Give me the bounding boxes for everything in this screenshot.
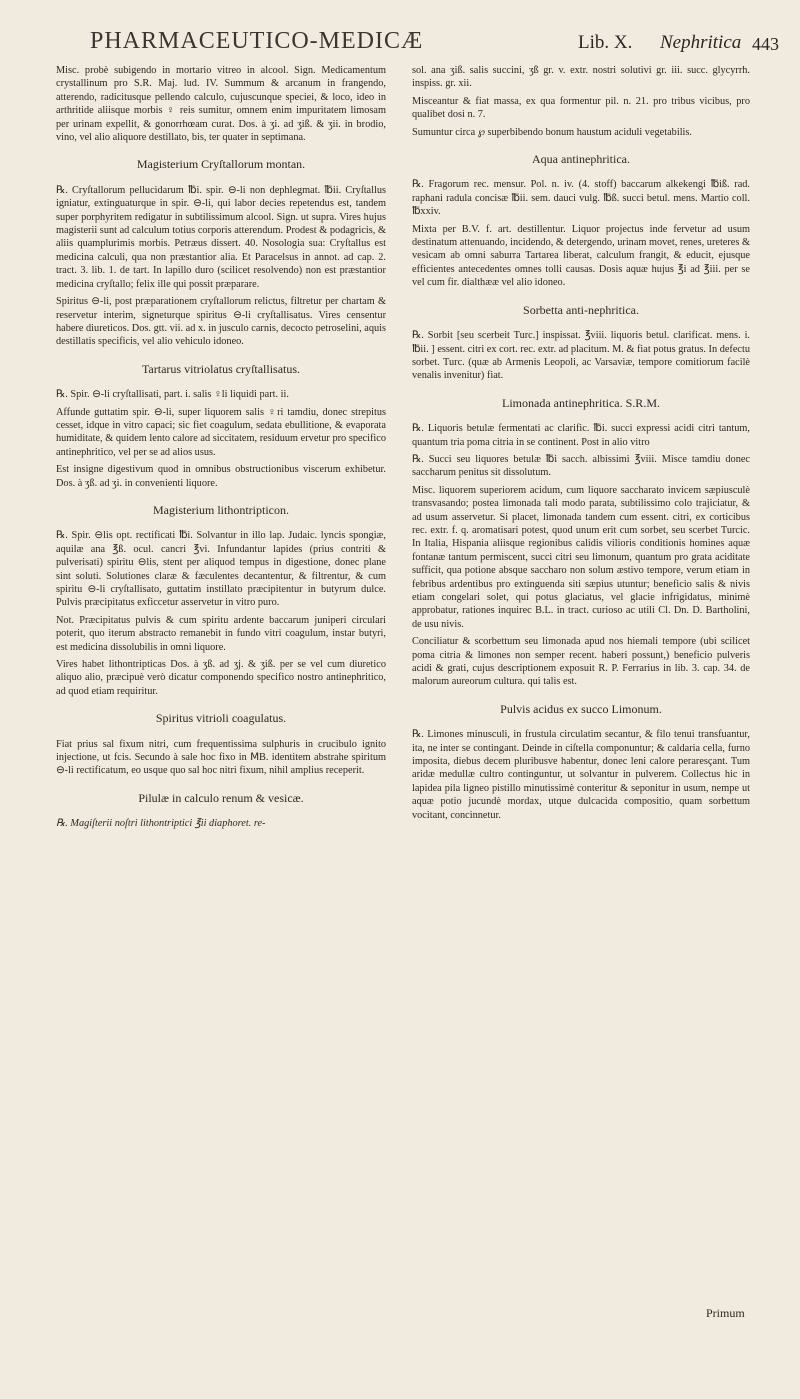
paragraph: ℞. Spir. ⊖-li cryſtallisati, part. i. salis ♀li liquidi part. ii. — [56, 389, 289, 401]
paragraph: ℞. Sorbit [seu scerbeit Turc.] inspissat. ℥viii. liquoris betul. clarificat. mens. i. ℔ii. ] essent. citri ex cort. rec. extr. ad placitum. M. & fiat potus gratus. In defectu sorbet. Turc. (quæ ab Armenis Leopoli, ac Varsaviæ, tempore comitiorum facilè venalis invenitur) fiat. — [412, 330, 750, 382]
paragraph: ℞. Spir. ⊖lis opt. rectificati ℔i. Solvantur in illo lap. Judaic. lyncis spongiæ, aquilæ ana ℥ß. ocul. cancri ℥vi. Infundantur lapides (prius contriti & pulverisati) spiritu ⊖lis, stent per aliquod tempus in digestione, donec plane sint soluti. Solutiones claræ & fæculentes decantentur, & filtrentur, & cum spiritu ⊖-li cryſtallisato, guttatim instillato præcipitentur in butyrum dulce. Pulvis præcipitatus exficcetur asservetur in vitro puro. — [56, 530, 386, 609]
paragraph: Misc. liquorem superiorem acidum, cum liquore saccharato invicem sæpiusculè transvasando; postea limonada tali modo parata, subtilissimo colo trajiciatur, & ad usum asservetur. Si placet, limonada tandem cum essent. citri, ex corticibus rec. extr. f. q. aromatisari potest, quod unum erit cum sorbet, seu scerbet Turcic. In Italia, Hispania aliisque regionibus calidis vilioris conditionis homines aquæ fontanæ tantum permiscent, succi citri seu limonum, quantum pro grata aciditate sufficit, qua potione absque saccharo non solum æstivo tempore, verum etiam in febribus ardentibus pro extinguenda siti sæpius utuntur; beneficio salis & nivis etiam congelari solet, qui potus glaciatus, vel glacie infrigidatus, minimè approbatur, rationes inquirec B.L. in tract. curioso ac utili Cl. Dn. D. Bartholini, de usu nivis. — [412, 484, 750, 630]
header-title: PHARMACEUTICO-MEDICÆ — [90, 28, 424, 54]
paragraph: ℞. Fragorum rec. mensur. Pol. n. iv. (4. stoff) baccarum alkekengi ℔iß. rad. raphani radula concisæ ℔ii. sem. dauci vulg. ℔ß. succi betul. mens. Martio coll. ℔xxiv. — [412, 179, 750, 218]
paragraph: Misceantur & fiat massa, ex qua formentur pil. n. 21. pro tribus vicibus, pro qualibet dosi n. 7. — [412, 95, 750, 121]
section-heading: Tartarus vitriolatus cryſtallisatus. — [141, 361, 301, 376]
paragraph: Vires habet lithontripticas Dos. à ʒß. ad ʒj. & ʒiß. per se vel cum diuretico aliquo alio, præcipuè verò dicatur componendo specifico nostro antinephritico, ad quod etiam requiritur. — [56, 659, 386, 697]
header-book: Lib. X. — [578, 32, 633, 53]
running-header — [0, 28, 800, 58]
paragraph: Sumuntur circa ℘ superbibendo bonum haustum aciduli vegetabilis. — [412, 126, 692, 138]
section-heading: Limonada antinephritica. S.R.M. — [502, 395, 660, 410]
paragraph: sol. ana ʒiß. salis succini, ʒß gr. v. extr. nostri solutivi gr. iii. succ. glycyrrh. inspiss. gr. xii. — [412, 65, 750, 90]
page-number: 443 — [752, 34, 779, 54]
section-heading: Aqua antinephritica. — [532, 152, 630, 167]
paragraph: Misc. probè subigendo in mortario vitreo in alcool. Sign. Medicamentum crystallinum pro S.R. Maj. lud. IV. Summum & arcanum in frangendo, atterendo, radicitusque pellendo calculo, cujuscunque speciei, & loco, ideo in arthritide aliisque morbis ♀ reis sumitur, omnem enim impuritatem limosam per urinam expellit, & gonorrhœam curat. Dos. à ʒi. ad ʒiß. & ʒii. in brodio, vino, vel alio aliquore destillato, bis, ter quater in septimana. — [56, 65, 386, 144]
paragraph: ℞. Limones minusculi, in frustula circulatim secantur, & filo tenui transfuantur, ita, ne inter se contingant. Deinde in ciſtella componuntur; & caldaria cella, furno imposita, diebus decem pluribusve habentur, donec leni calore peraresçant. Tum aridæ medullæ cultro continguntur, ut solvantur in pulverem. Collectus hic in lapidea pila ligneo pistillo minutissimè conteritur & seponitur in usum, nempe ut aquæ potio jucundè mordax, utque dulcacida compositio, quam sorbettum vocitant, concinnetur. — [412, 729, 750, 821]
paragraph: Spiritus ⊖-li, post præparationem cryſtallorum relictus, filtretur per chartam & reservetur interim, signeturque spiritus ⊖-li cryſtallisatus. Vires censentur habere diureticos. Dos. gtt. vii. ad x. in jusculo carnis, decocto petroselini, aquis destillatis specificis, vel alio vehiculo idoneo. — [56, 296, 386, 348]
paragraph: ℞. Cryſtallorum pellucidarum ℔i. spir. ⊖-li non dephlegmat. ℔ii. Cryſtallus igniatur, extinguaturque in spir. ⊖-li, qui labor decies repetendus est, tandem super porphyritem redigatur in subtilissimum alcool. Sign. ut supra. Vires hujus magisterii sunt ad calculum totius corporis atterendum. Prodest & podagricis, & aliis quamplurimis morbis. Petræus dissert. 40. Nosologia sua: Cryſtallus est medicina calculi, qua non præstantior alia. Et Paracelsus in annot. ad cap. 2. tract. 3. lib. 1. de tart. In lapillo duro (scilicet resolvendo) non est præstantior medicina cryſtallo; felix ille qui possit præparare. — [56, 184, 386, 290]
paragraph: Not. Præcipitatus pulvis & cum spiritu ardente baccarum juniperi circulari poterit, quo iterum abstracto remanebit in fundo vitri coagulum, instar butyri, est medicina dissolubilis in omni liquore. — [56, 614, 386, 653]
section-heading: Spiritus vitrioli coagulatus. — [155, 711, 287, 726]
section-heading: Sorbetta anti-nephritica. — [523, 302, 639, 317]
paragraph: Conciliatur & scorbettum seu limonada apud nos hiemali tempore (ubi scilicet poma citria & limones non semper recent. haberi possunt,) beneficio pulveris acidi & grati, cujus descriptionem exposuit R. P. Ferrarius in lib. 3. cap. 34. de malorum aureorum cultura. qui talis est. — [412, 636, 750, 688]
paragraph: Fiat prius sal fixum nitri, cum frequentissima sulphuris in crucibulo ignito injectione, ut fcis. Secundo à sale hoc fixo in ⅯB. identitem abstrahe spiritum ⊖-li rectificatum, eo usque quo sal hoc nitri fixum, nihil amplius receperit. — [56, 738, 386, 777]
header-subject: Nephritica — [660, 32, 742, 53]
right-column — [412, 64, 750, 826]
left-column — [56, 64, 386, 835]
section-heading: Pulvis acidus ex succo Limonum. — [500, 701, 662, 716]
paragraph: Affunde guttatim spir. ⊖-li, super liquorem salis ♀ri tamdiu, donec strepitus cesset, idque in vitro capaci; sic fiet coagulum, sedata ebullitione, & evaporata humiditate, & quidem lento calore ad siccitatem, residuum ervetur pro specifico antinephritico, vel per se ad alios usus. — [56, 406, 386, 458]
catchword: Primum — [706, 1306, 745, 1320]
section-heading: Magisterium Cryſtallorum montan. — [136, 157, 306, 172]
paragraph: Mixta per B.V. f. art. destillentur. Liquor projectus inde fervetur ad usum destinatum attenuando, incidendo, & detergendo, urinam movet, renes, ureteres & vesicam ab omni saburra Tartarea liberat, calculum frangit, & educit, ejusque efficientes antecedentes omnes tolli causas. Dosis aquæ hujus ℥i ad ℥iii. per se vel cum fir. dialthææ vel alio idoneo. — [412, 223, 750, 289]
paragraph: ℞. Liquoris betulæ fermentati ac clarific. ℔i. succi expressi acidi citri tantum, quantum tria poma citria in se continent. Post in alio vitro — [412, 423, 750, 448]
section-heading: Magisterium lithontripticon. — [153, 502, 289, 517]
paragraph: Est insigne digestivum quod in omnibus obstructionibus viscerum exhibetur. Dos. à ʒß. ad ʒi. in convenienti liquore. — [56, 464, 386, 489]
section-heading: Pilulæ in calculo renum & vesicæ. — [138, 790, 304, 805]
paragraph: ℞. Succi seu liquores betulæ ℔i sacch. albissimi ℥viii. Misce tamdiu donec saccharum penitus sit dissolutum. — [412, 453, 750, 479]
paragraph: ℞. Magiſterii noſtri lithontriptici ℥ii diaphoret. re- — [56, 818, 266, 830]
